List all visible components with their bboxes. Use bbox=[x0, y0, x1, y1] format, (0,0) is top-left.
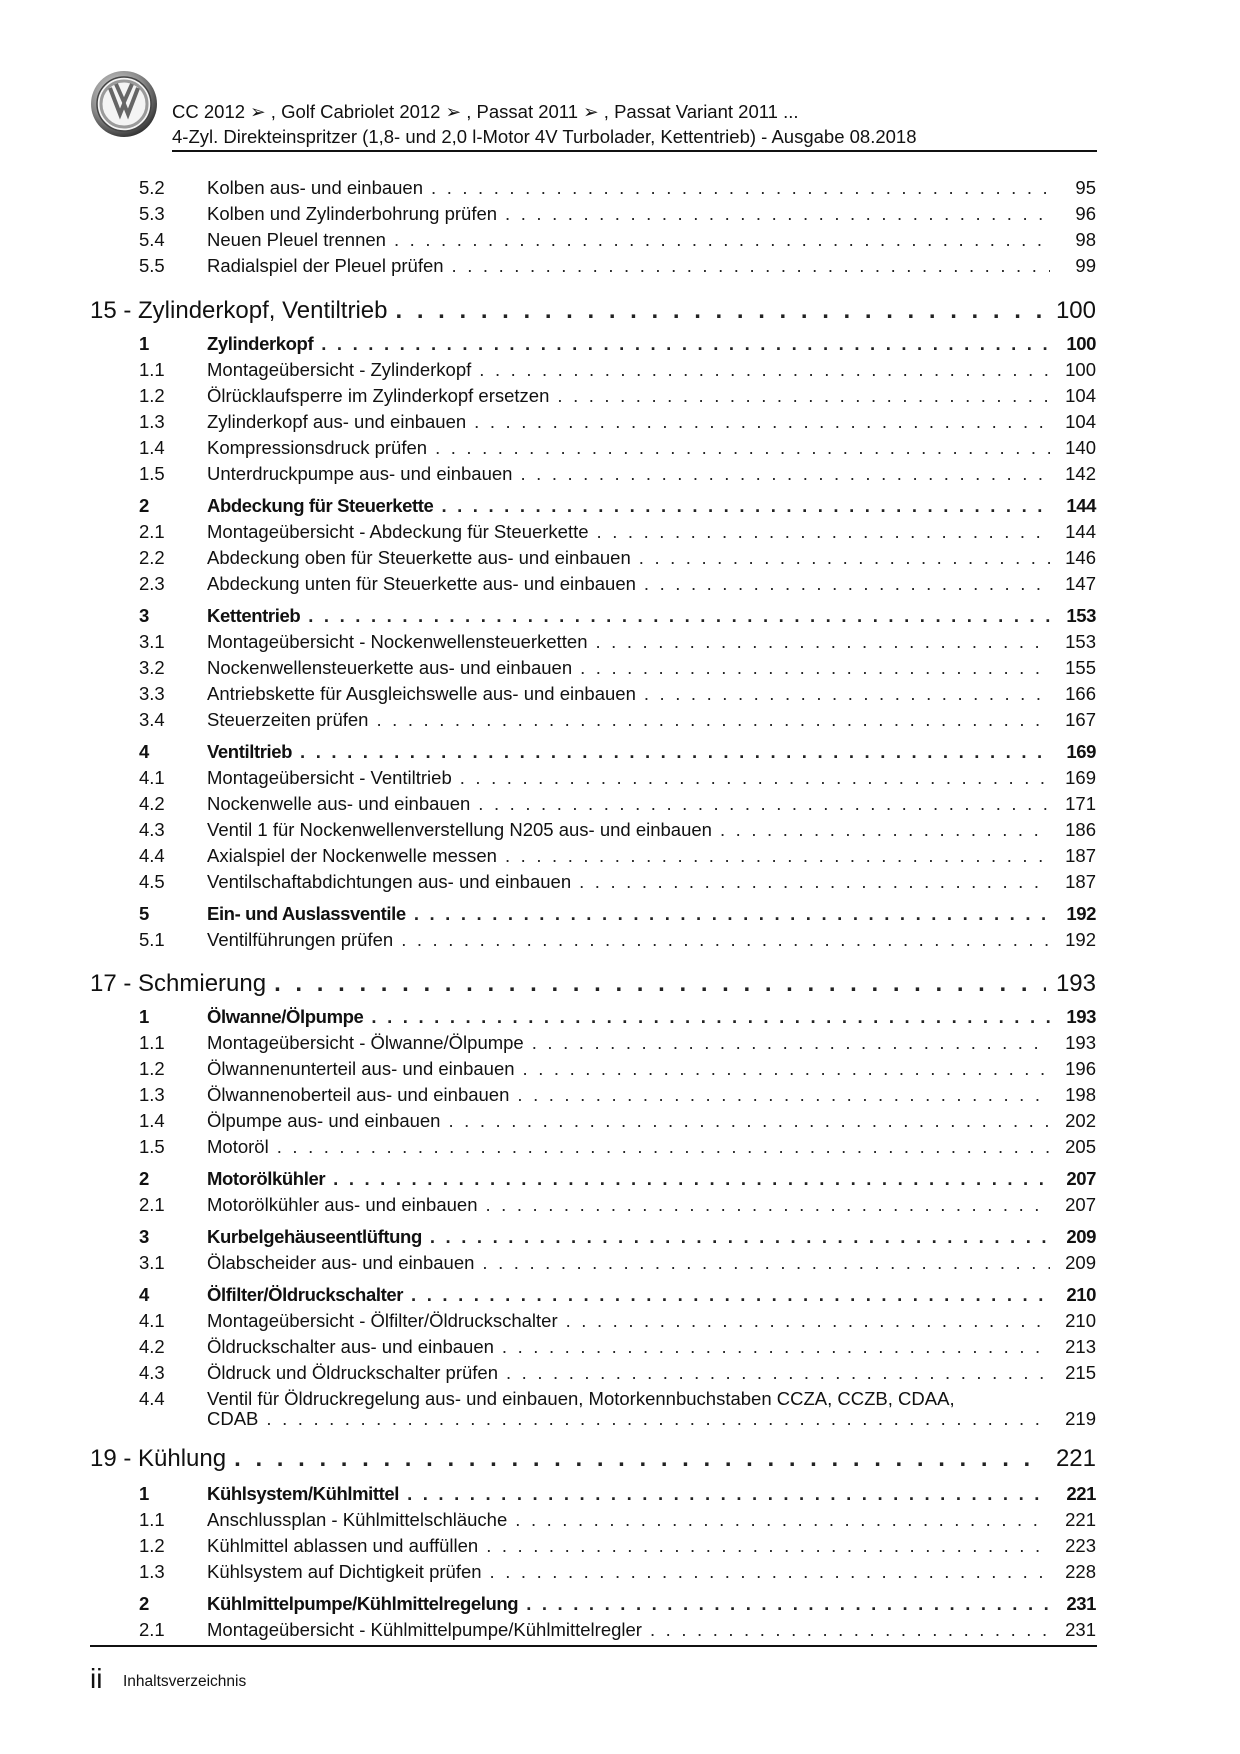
toc-page: 231 bbox=[1066, 1593, 1096, 1614]
toc-number: 2 bbox=[139, 1593, 150, 1614]
toc-number: 4.1 bbox=[139, 1310, 165, 1331]
toc-page: 167 bbox=[1065, 709, 1096, 730]
chapter-page: 100 bbox=[1055, 297, 1096, 324]
toc-page: 221 bbox=[1066, 1483, 1096, 1504]
toc-title: Kühlsystem auf Dichtigkeit prüfen bbox=[207, 1561, 482, 1582]
toc-number: 1.4 bbox=[139, 437, 165, 458]
toc-page: 96 bbox=[1075, 203, 1096, 224]
toc-title: Ventiltrieb bbox=[207, 741, 293, 762]
toc-number: 4.4 bbox=[139, 845, 165, 866]
toc-number: 4.3 bbox=[139, 1362, 165, 1383]
leader-dots bbox=[486, 1535, 1050, 1557]
leader-dots bbox=[523, 1058, 1050, 1080]
toc-page: 219 bbox=[1065, 1408, 1096, 1429]
toc-page: 193 bbox=[1066, 1006, 1096, 1027]
leader-dots bbox=[376, 709, 1050, 731]
toc-page: 228 bbox=[1065, 1561, 1096, 1582]
toc-title: Motorölkühler aus- und einbauen bbox=[207, 1194, 478, 1215]
leader-dots bbox=[234, 1445, 1046, 1473]
toc-page: 192 bbox=[1065, 929, 1096, 950]
toc-page: 155 bbox=[1065, 657, 1096, 678]
toc-number: 3.1 bbox=[139, 1252, 165, 1273]
toc-title: Ventilführungen prüfen bbox=[207, 929, 394, 950]
toc-title: Ölwannenoberteil aus- und einbauen bbox=[207, 1084, 510, 1105]
toc-page: 210 bbox=[1065, 1310, 1096, 1331]
leader-dots bbox=[407, 1483, 1050, 1505]
toc-page: 215 bbox=[1065, 1362, 1096, 1383]
toc-number: 3.1 bbox=[139, 631, 165, 652]
leader-dots bbox=[597, 521, 1050, 543]
toc-number: 2 bbox=[139, 1168, 150, 1189]
toc-number: 1 bbox=[139, 1483, 150, 1504]
toc-number: 2 bbox=[139, 495, 150, 516]
toc-number: 1 bbox=[139, 1006, 150, 1027]
toc-page: 166 bbox=[1065, 683, 1096, 704]
chapter-page: 221 bbox=[1055, 1445, 1096, 1472]
toc-number: 2.1 bbox=[139, 1194, 165, 1215]
toc-title: Kühlsystem/Kühlmittel bbox=[207, 1483, 400, 1504]
footer-section-label: Inhaltsverzeichnis bbox=[123, 1673, 247, 1690]
chapter-page: 193 bbox=[1055, 970, 1096, 997]
toc-title: Montageübersicht - Ventiltrieb bbox=[207, 767, 452, 788]
toc-number: 5.3 bbox=[139, 203, 165, 224]
toc-number: 3.2 bbox=[139, 657, 165, 678]
toc-title: Abdeckung für Steuerkette bbox=[207, 495, 434, 516]
toc-number: 5.5 bbox=[139, 255, 165, 276]
toc-number: 2.2 bbox=[139, 547, 165, 568]
toc-title: Ölpumpe aus- und einbauen bbox=[207, 1110, 441, 1131]
toc-number: 4.2 bbox=[139, 1336, 165, 1357]
toc-number: 5.4 bbox=[139, 229, 165, 250]
toc-number: 5 bbox=[139, 903, 150, 924]
toc-title: Kettentrieb bbox=[207, 605, 301, 626]
toc-title: Abdeckung oben für Steuerkette aus- und einbauen bbox=[207, 547, 631, 568]
toc-number: 1.3 bbox=[139, 411, 165, 432]
leader-dots bbox=[482, 1252, 1050, 1274]
toc-page: 198 bbox=[1065, 1084, 1096, 1105]
toc-number: 4.4 bbox=[139, 1388, 165, 1409]
leader-dots bbox=[401, 929, 1050, 951]
toc-title: Ölfilter/Öldruckschalter bbox=[207, 1284, 404, 1305]
toc-title: Montageübersicht - Nockenwellensteuerketten bbox=[207, 631, 588, 652]
toc-title: Radialspiel der Pleuel prüfen bbox=[207, 255, 444, 276]
toc-title-continued: CDAB bbox=[207, 1408, 259, 1429]
toc-number: 4.5 bbox=[139, 871, 165, 892]
toc-number: 5.2 bbox=[139, 177, 165, 198]
leader-dots bbox=[520, 463, 1050, 485]
toc-title: Kolben aus- und einbauen bbox=[207, 177, 424, 198]
toc-title: Ölwanne/Ölpumpe bbox=[207, 1006, 364, 1027]
toc-title: Montageübersicht - Zylinderkopf bbox=[207, 359, 472, 380]
toc-page: 221 bbox=[1065, 1509, 1096, 1530]
toc-number: 3.3 bbox=[139, 683, 165, 704]
toc-page: 196 bbox=[1065, 1058, 1096, 1079]
leader-dots bbox=[490, 1561, 1050, 1583]
chapter-title: 17 - Schmierung bbox=[90, 970, 267, 997]
header-divider bbox=[172, 150, 1097, 152]
toc-page: 104 bbox=[1065, 385, 1096, 406]
toc-number: 2.3 bbox=[139, 573, 165, 594]
toc-page: 99 bbox=[1075, 255, 1096, 276]
toc-page: 205 bbox=[1065, 1136, 1096, 1157]
toc-title: Motoröl bbox=[207, 1136, 269, 1157]
toc-page: 144 bbox=[1066, 495, 1096, 516]
toc-number: 1 bbox=[139, 333, 150, 354]
toc-number: 4.1 bbox=[139, 767, 165, 788]
toc-number: 4.3 bbox=[139, 819, 165, 840]
toc-title: Ölwannenunterteil aus- und einbauen bbox=[207, 1058, 515, 1079]
header-engine: 4-Zyl. Direkteinspritzer (1,8- und 2,0 l-Motor 4V Turbolader, Kettentrieb) - Ausgabe 08.2018 bbox=[172, 126, 917, 147]
toc-page: 209 bbox=[1065, 1252, 1096, 1273]
toc-title: Öldruck und Öldruckschalter prüfen bbox=[207, 1362, 498, 1383]
toc-title: Zylinderkopf aus- und einbauen bbox=[207, 411, 467, 432]
toc-number: 3.4 bbox=[139, 709, 165, 730]
leader-dots bbox=[452, 255, 1050, 277]
leader-dots bbox=[485, 1194, 1050, 1216]
toc-title: Kolben und Zylinderbohrung prüfen bbox=[207, 203, 498, 224]
toc-title: Neuen Pleuel trennen bbox=[207, 229, 386, 250]
footer-page-number: ii bbox=[90, 1663, 103, 1694]
toc-title: Steuerzeiten prüfen bbox=[207, 709, 369, 730]
toc-title: Motorölkühler bbox=[207, 1168, 326, 1189]
toc-page: 169 bbox=[1066, 741, 1096, 762]
toc-title: Kurbelgehäuseentlüftung bbox=[207, 1226, 422, 1247]
toc-number: 3 bbox=[139, 605, 150, 626]
toc-page: 144 bbox=[1065, 521, 1096, 542]
toc-page: 153 bbox=[1066, 605, 1096, 626]
toc-page: 142 bbox=[1065, 463, 1096, 484]
toc-title: Ein- und Auslassventile bbox=[207, 903, 406, 924]
toc-number: 1.3 bbox=[139, 1561, 165, 1582]
toc-number: 1.1 bbox=[139, 1032, 165, 1053]
toc-page: 147 bbox=[1065, 573, 1096, 594]
toc-page: 231 bbox=[1065, 1619, 1096, 1640]
toc-title: Nockenwellensteuerkette aus- und einbauen bbox=[207, 657, 573, 678]
toc-number: 4 bbox=[139, 1284, 150, 1305]
leader-dots bbox=[435, 437, 1050, 459]
toc-title: Anschlussplan - Kühlmittelschläuche bbox=[207, 1509, 508, 1530]
toc-title: Kompressionsdruck prüfen bbox=[207, 437, 428, 458]
leader-dots bbox=[321, 333, 1050, 355]
toc-title: Ventil 1 für Nockenwellenverstellung N205 aus- und einbauen bbox=[207, 819, 712, 840]
toc-page: 202 bbox=[1065, 1110, 1096, 1131]
toc-title: Unterdruckpumpe aus- und einbauen bbox=[207, 463, 513, 484]
toc-title: Ventilschaftabdichtungen aus- und einbauen bbox=[207, 871, 572, 892]
footer-divider bbox=[90, 1645, 1097, 1647]
leader-dots bbox=[448, 1110, 1050, 1132]
toc-title: Montageübersicht - Ölwanne/Ölpumpe bbox=[207, 1032, 524, 1053]
toc-title: Axialspiel der Nockenwelle messen bbox=[207, 845, 497, 866]
toc-number: 2.1 bbox=[139, 1619, 165, 1640]
toc-title: Ölrücklaufsperre im Zylinderkopf ersetzen bbox=[207, 385, 550, 406]
toc-number: 1.3 bbox=[139, 1084, 165, 1105]
toc-title: Nockenwelle aus- und einbauen bbox=[207, 793, 471, 814]
toc-page: 207 bbox=[1066, 1168, 1096, 1189]
toc-page: 146 bbox=[1065, 547, 1096, 568]
toc-title: Montageübersicht - Kühlmittelpumpe/Kühlmittelregler bbox=[207, 1619, 642, 1640]
leader-dots bbox=[474, 411, 1050, 433]
toc-page: 207 bbox=[1065, 1194, 1096, 1215]
leader-dots bbox=[300, 741, 1050, 763]
toc-number: 1.2 bbox=[139, 1535, 165, 1556]
leader-dots bbox=[579, 871, 1050, 893]
toc-title: Abdeckung unten für Steuerkette aus- und einbauen bbox=[207, 573, 636, 594]
leader-dots bbox=[515, 1509, 1050, 1531]
toc-page: 187 bbox=[1065, 845, 1096, 866]
vw-logo bbox=[90, 70, 158, 138]
toc-page: 171 bbox=[1065, 793, 1096, 814]
toc-page: 153 bbox=[1065, 631, 1096, 652]
toc-page: 95 bbox=[1075, 177, 1096, 198]
toc-page: 193 bbox=[1065, 1032, 1096, 1053]
toc-number: 1.1 bbox=[139, 1509, 165, 1530]
leader-dots bbox=[506, 1362, 1050, 1384]
toc-page: 213 bbox=[1065, 1336, 1096, 1357]
toc-number: 1.4 bbox=[139, 1110, 165, 1131]
toc-number: 5.1 bbox=[139, 929, 165, 950]
leader-dots bbox=[639, 547, 1050, 569]
toc-number: 1.2 bbox=[139, 385, 165, 406]
toc-title: Kühlmittel ablassen und auffüllen bbox=[207, 1535, 479, 1556]
leader-dots bbox=[414, 903, 1050, 925]
toc-title: Ventil für Öldruckregelung aus- und einbauen, Motorkennbuchstaben CCZA, CCZB, CDAA, bbox=[207, 1388, 955, 1409]
toc-number: 2.1 bbox=[139, 521, 165, 542]
leader-dots bbox=[371, 1006, 1050, 1028]
leader-dots bbox=[395, 297, 1046, 325]
toc-page: 140 bbox=[1065, 437, 1096, 458]
leader-dots bbox=[308, 605, 1050, 627]
leader-dots bbox=[644, 683, 1050, 705]
toc-title: Ölabscheider aus- und einbauen bbox=[207, 1252, 475, 1273]
leader-dots bbox=[411, 1284, 1050, 1306]
leader-dots bbox=[502, 1336, 1050, 1358]
toc-title: Kühlmittelpumpe/Kühlmittelregelung bbox=[207, 1593, 519, 1614]
leader-dots bbox=[460, 767, 1050, 789]
toc-number: 1.1 bbox=[139, 359, 165, 380]
leader-dots bbox=[517, 1084, 1050, 1106]
toc-title: Montageübersicht - Abdeckung für Steuerkette bbox=[207, 521, 589, 542]
chapter-title: 19 - Kühlung bbox=[90, 1445, 227, 1472]
leader-dots bbox=[431, 177, 1050, 199]
leader-dots bbox=[266, 1408, 1050, 1430]
leader-dots bbox=[478, 793, 1050, 815]
toc-number: 4 bbox=[139, 741, 150, 762]
leader-dots bbox=[644, 573, 1050, 595]
toc-number: 3 bbox=[139, 1226, 150, 1247]
toc-page: 100 bbox=[1066, 333, 1096, 354]
toc-page: 100 bbox=[1065, 359, 1096, 380]
toc-page: 187 bbox=[1065, 871, 1096, 892]
toc-page: 223 bbox=[1065, 1535, 1096, 1556]
toc-number: 1.2 bbox=[139, 1058, 165, 1079]
toc-title: Zylinderkopf bbox=[207, 333, 314, 354]
leader-dots bbox=[277, 1136, 1050, 1158]
leader-dots bbox=[596, 631, 1051, 653]
toc-page: 169 bbox=[1065, 767, 1096, 788]
leader-dots bbox=[532, 1032, 1050, 1054]
toc-page: 192 bbox=[1066, 903, 1096, 924]
leader-dots bbox=[274, 970, 1046, 998]
toc-number: 4.2 bbox=[139, 793, 165, 814]
toc-title: Öldruckschalter aus- und einbauen bbox=[207, 1336, 494, 1357]
leader-dots bbox=[566, 1310, 1050, 1332]
leader-dots bbox=[479, 359, 1050, 381]
leader-dots bbox=[441, 495, 1050, 517]
toc-page: 98 bbox=[1075, 229, 1096, 250]
toc-number: 1.5 bbox=[139, 1136, 165, 1157]
leader-dots bbox=[526, 1593, 1050, 1615]
leader-dots bbox=[430, 1226, 1050, 1248]
leader-dots bbox=[580, 657, 1050, 679]
toc-title: Antriebskette für Ausgleichswelle aus- und einbauen bbox=[207, 683, 636, 704]
chapter-title: 15 - Zylinderkopf, Ventiltrieb bbox=[90, 297, 388, 324]
leader-dots bbox=[720, 819, 1050, 841]
toc-page: 104 bbox=[1065, 411, 1096, 432]
leader-dots bbox=[394, 229, 1050, 251]
leader-dots bbox=[650, 1619, 1050, 1641]
toc-title: Montageübersicht - Ölfilter/Öldruckschalter bbox=[207, 1310, 558, 1331]
leader-dots bbox=[557, 385, 1050, 407]
toc-page: 186 bbox=[1065, 819, 1096, 840]
leader-dots bbox=[505, 203, 1050, 225]
header-models: CC 2012 ➢ , Golf Cabriolet 2012 ➢ , Passat 2011 ➢ , Passat Variant 2011 ... bbox=[172, 101, 799, 122]
toc-page: 209 bbox=[1066, 1226, 1096, 1247]
toc-number: 1.5 bbox=[139, 463, 165, 484]
leader-dots bbox=[333, 1168, 1050, 1190]
leader-dots bbox=[505, 845, 1050, 867]
toc-page: 210 bbox=[1066, 1284, 1096, 1305]
